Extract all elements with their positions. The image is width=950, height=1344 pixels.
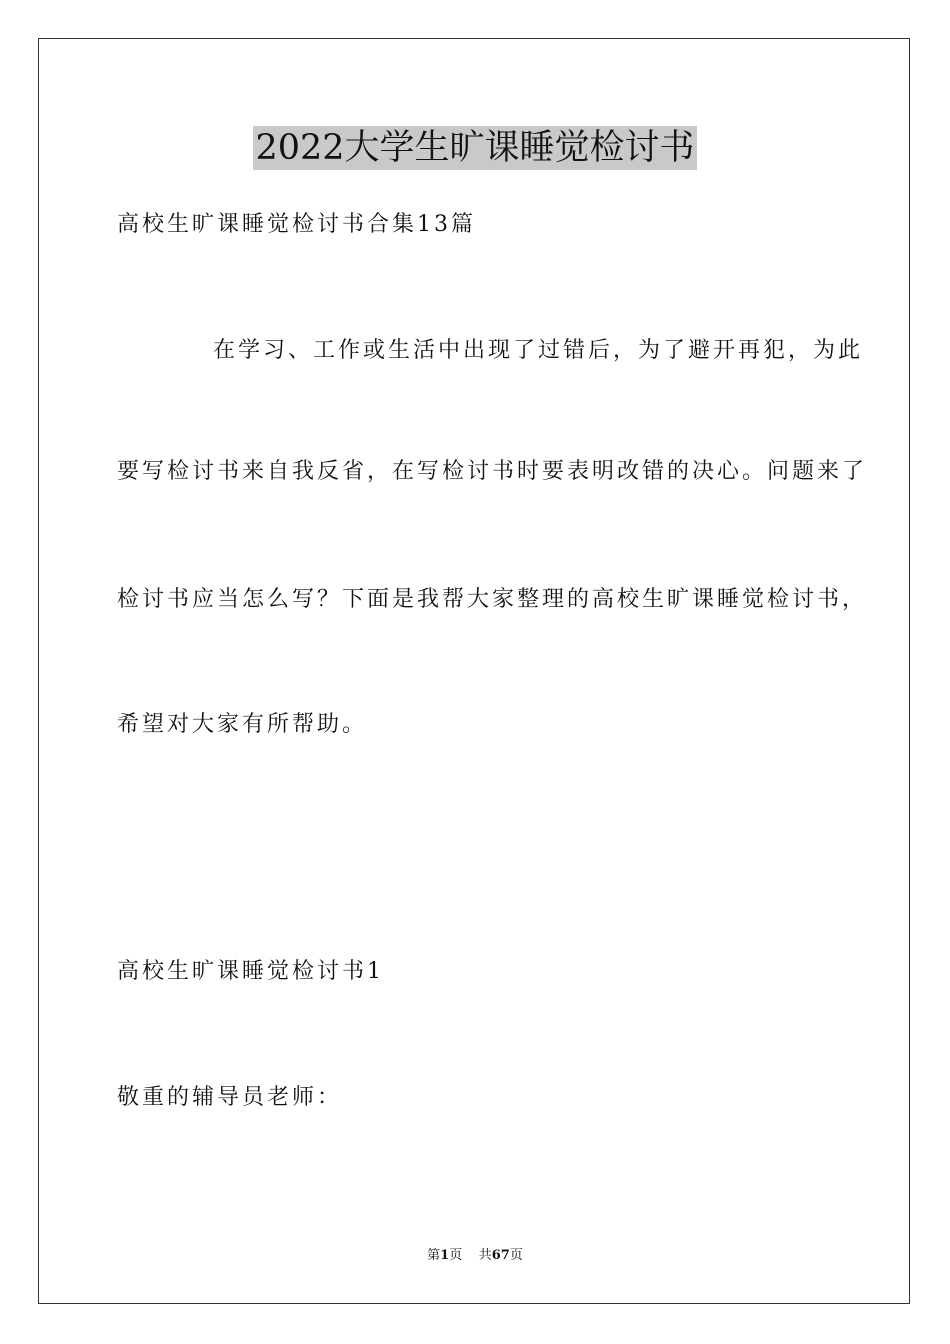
footer-total-suffix: 页 — [509, 1248, 523, 1263]
footer-page-number: 1 — [440, 1248, 450, 1263]
document-subtitle: 高校生旷课睡觉检讨书合集13篇 — [117, 212, 476, 237]
title-container — [0, 126, 950, 170]
footer-page-prefix: 第 — [427, 1248, 441, 1263]
intro-line-2: 要写检讨书来自我反省，在写检讨书时要表明改错的决心。问题来了 — [117, 459, 868, 484]
salutation: 敬重的辅导员老师： — [117, 1085, 343, 1110]
section-heading: 高校生旷课睡觉检讨书1 — [117, 959, 384, 984]
footer-page-suffix: 页 — [449, 1248, 463, 1263]
footer-total-pages: 67 — [491, 1248, 510, 1263]
intro-line-4: 希望对大家有所帮助。 — [117, 712, 368, 737]
intro-line-1: 在学习、工作或生活中出现了过错后，为了避开再犯，为此 — [213, 338, 864, 363]
intro-line-3: 检讨书应当怎么写？下面是我帮大家整理的高校生旷课睡觉检讨书， — [117, 587, 868, 612]
document-title: 2022大学生旷课睡觉检讨书 — [255, 128, 695, 168]
page-footer — [0, 1247, 950, 1265]
footer-total-prefix: 共 — [478, 1248, 492, 1263]
